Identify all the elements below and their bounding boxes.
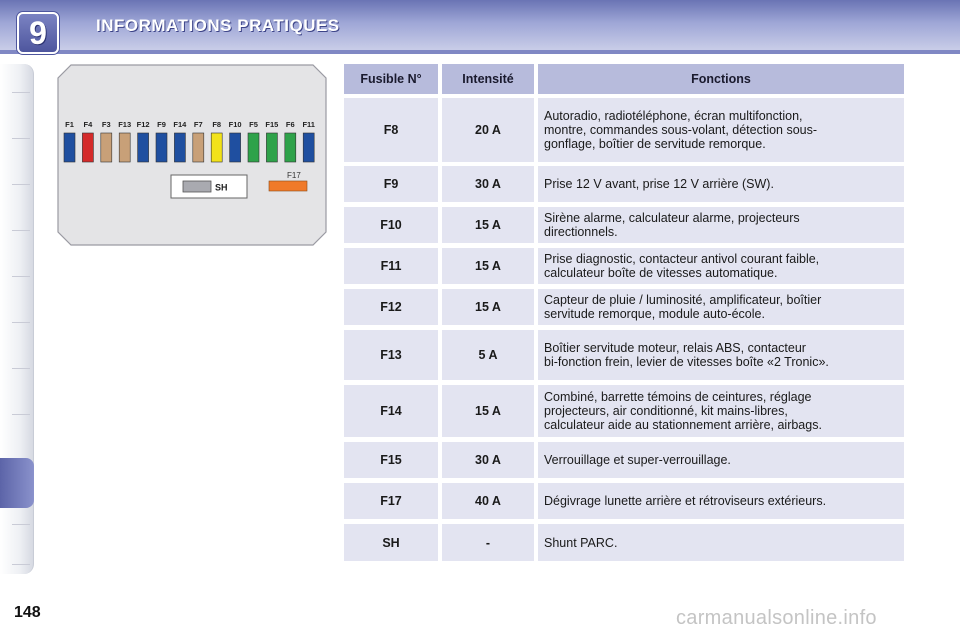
fuse-f4-blade[interactable] [82, 133, 93, 162]
fuse-number: SH [382, 535, 400, 550]
fuse-label-f5: F5 [249, 120, 258, 129]
fuse-label-f3: F3 [101, 120, 111, 129]
header-cell-fuse [344, 64, 438, 94]
amp-cell [442, 248, 534, 284]
fuse-label-f9: F9 [157, 120, 166, 129]
fuse-amperage: 5 A [478, 348, 498, 362]
fuse-label-f17: F17 [287, 171, 301, 180]
amp-cell [442, 442, 534, 478]
table-row [344, 166, 904, 202]
amp-cell [442, 385, 534, 437]
table-row [344, 207, 904, 243]
func-cell [538, 385, 904, 437]
fuse-functions: Dégivrage lunette arrière et rétroviseurs extérieurs. [544, 494, 827, 508]
fuse-label-f1: F1 [65, 120, 74, 129]
func-cell [538, 289, 904, 325]
tab-divider [12, 564, 30, 565]
fuse-cell [344, 166, 438, 202]
fuse-f6-blade[interactable] [285, 133, 296, 162]
fuse-number: F11 [380, 259, 402, 273]
fuse-box-diagram [57, 64, 327, 246]
fuse-cell [344, 248, 438, 284]
chapter-badge[interactable] [17, 12, 59, 54]
fuse-label-f8: F8 [212, 120, 222, 129]
fuse-cell [344, 385, 438, 437]
header-func-label: Fonctions [691, 72, 751, 86]
table-row [344, 330, 904, 380]
table-row [344, 483, 904, 519]
fuse-cell [344, 98, 438, 162]
table-row [344, 289, 904, 325]
fuse-number: F13 [380, 348, 402, 362]
fuse-cell [344, 207, 438, 243]
amp-cell [442, 524, 534, 561]
table-header-row [344, 64, 904, 94]
fuse-amperage: 40 A [475, 494, 501, 508]
fuse-functions: Prise 12 V avant, prise 12 V arrière (SW). [544, 177, 774, 191]
tab-divider [12, 414, 30, 415]
fuse-number: F8 [383, 123, 399, 137]
amp-cell [442, 330, 534, 380]
fuse-f17-blade[interactable] [269, 181, 307, 191]
fuse-functions: Prise diagnostic, contacteur antivol courant faible, calculateur boîte de vitesses automatique. [544, 252, 820, 280]
header-fuse-label: Fusible N° [360, 72, 422, 86]
func-cell [538, 483, 904, 519]
fuse-cell [344, 483, 438, 519]
amp-cell [442, 207, 534, 243]
fuse-f5-blade[interactable] [248, 133, 259, 162]
table-row [344, 248, 904, 284]
fuse-f12-blade[interactable] [138, 133, 149, 162]
fuse-label-f7: F7 [193, 120, 203, 129]
fuse-amperage: - [485, 535, 491, 550]
fuse-f15-blade[interactable] [266, 133, 277, 162]
fuse-functions: Shunt PARC. [544, 535, 618, 550]
fuse-amperage: 15 A [475, 259, 501, 273]
fuse-label-f12: F12 [136, 120, 150, 129]
func-cell [538, 166, 904, 202]
amp-cell [442, 166, 534, 202]
fuse-functions: Capteur de pluie / luminosité, amplificateur, boîtier servitude remorque, module auto-école. [544, 293, 822, 321]
fuse-label-f6: F6 [285, 120, 295, 129]
fuse-amperage: 30 A [475, 453, 501, 467]
fuse-f3-blade[interactable] [101, 133, 112, 162]
fuse-cell [344, 442, 438, 478]
func-cell [538, 442, 904, 478]
func-cell [538, 207, 904, 243]
func-cell [538, 98, 904, 162]
fuse-amperage: 15 A [475, 404, 501, 418]
chapter-number: 9 [29, 15, 47, 51]
fuse-label-f4: F4 [83, 120, 93, 129]
fuse-number: F15 [380, 453, 402, 467]
section-title: INFORMATIONS PRATIQUES [96, 16, 340, 35]
header-underline [0, 50, 960, 54]
fuse-functions: Sirène alarme, calculateur alarme, projecteurs directionnels. [544, 211, 800, 239]
table-row [344, 442, 904, 478]
fuse-label-f14: F14 [173, 120, 187, 129]
table-row [344, 385, 904, 437]
amp-cell [442, 98, 534, 162]
fuse-label-f11: F11 [302, 120, 315, 129]
func-cell [538, 524, 904, 561]
tab-divider [12, 230, 30, 231]
fuse-label-f15: F15 [265, 120, 279, 129]
fuse-f7-blade[interactable] [193, 133, 204, 162]
fuse-f13-blade[interactable] [119, 133, 130, 162]
fuse-amperage: 15 A [475, 218, 501, 232]
tab-divider [12, 524, 30, 525]
fuse-f8-blade[interactable] [211, 133, 222, 162]
active-chapter-tab[interactable] [0, 458, 34, 508]
fuse-functions: Verrouillage et super-verrouillage. [544, 453, 731, 467]
fuse-functions: Combiné, barrette témoins de ceintures, réglage projecteurs, air conditionné, kit mains-libres, calculateur aide au stationnement arrière, airbags. [544, 390, 822, 432]
fuse-number: F10 [380, 218, 402, 232]
func-cell [538, 330, 904, 380]
fuse-amperage: 30 A [475, 177, 501, 191]
shunt-blade[interactable] [183, 181, 211, 192]
fuse-functions: Autoradio, radiotéléphone, écran multifonction, montre, commandes sous-volant, détection sous- gonflage, boîtier de servitude remorque. [544, 109, 818, 151]
func-cell [538, 248, 904, 284]
watermark: carmanualsonline.info [676, 607, 877, 629]
fuse-f14-blade[interactable] [174, 133, 185, 162]
table-row [344, 524, 904, 561]
fuse-amperage: 15 A [475, 300, 501, 314]
shunt-label: SH [215, 182, 228, 193]
fuse-number: F9 [383, 177, 399, 191]
fuse-cell [344, 524, 438, 561]
fuse-number: F14 [380, 404, 402, 418]
fuse-functions: Boîtier servitude moteur, relais ABS, contacteur bi-fonction frein, levier de vitesses boîte «2 Tronic». [544, 341, 829, 369]
table-row [344, 98, 904, 162]
tab-divider [12, 92, 30, 93]
fuse-cell [344, 289, 438, 325]
fuse-amperage: 20 A [475, 123, 501, 137]
header-amp-label: Intensité [462, 72, 514, 86]
fuse-f10-blade[interactable] [230, 133, 241, 162]
amp-cell [442, 483, 534, 519]
tab-divider [12, 322, 30, 323]
page-number: 148 [14, 604, 41, 621]
fuse-number: F12 [380, 300, 402, 314]
tab-divider [12, 138, 30, 139]
fuse-number: F17 [380, 494, 402, 508]
fuse-label-f13: F13 [118, 120, 132, 129]
fuse-f11-blade[interactable] [303, 133, 314, 162]
fuse-label-f10: F10 [228, 120, 242, 129]
fuse-f1-blade[interactable] [64, 133, 75, 162]
header-cell-amp [442, 64, 534, 94]
amp-cell [442, 289, 534, 325]
fuse-f9-blade[interactable] [156, 133, 167, 162]
tab-divider [12, 276, 30, 277]
tab-divider [12, 184, 30, 185]
tab-divider [12, 368, 30, 369]
header-cell-func [538, 64, 904, 94]
fuse-cell [344, 330, 438, 380]
